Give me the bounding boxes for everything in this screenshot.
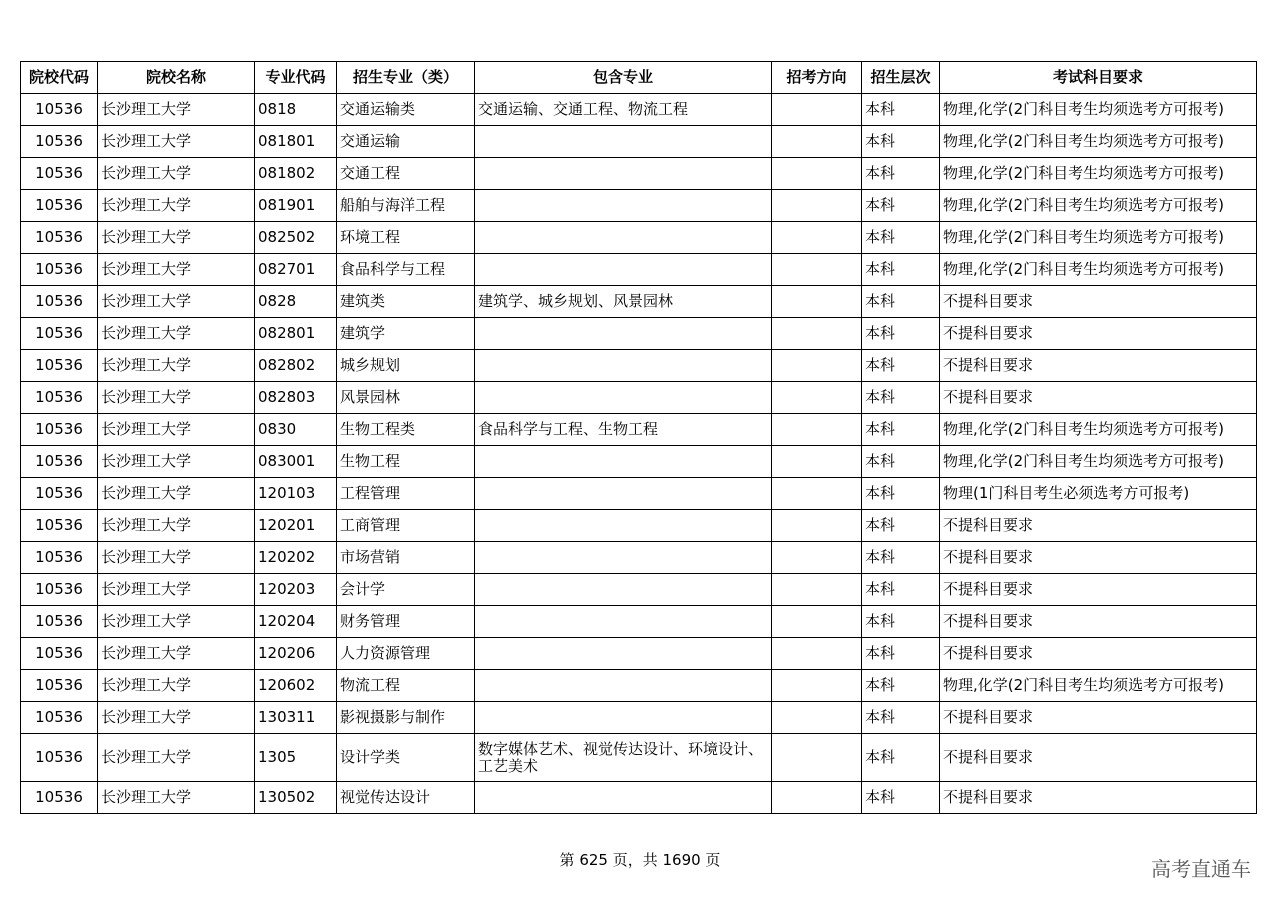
cell-direction [772,734,862,782]
cell-school-name: 长沙理工大学 [98,126,255,158]
cell-included-majors [475,510,772,542]
cell-major-code: 120202 [255,542,337,574]
cell-major-name: 交通工程 [337,158,475,190]
cell-school-name: 长沙理工大学 [98,414,255,446]
cell-major-name: 工商管理 [337,510,475,542]
table-row [21,478,1257,510]
cell-school-code: 10536 [21,510,98,542]
cell-level: 本科 [862,446,940,478]
cell-subject-requirements: 物理,化学(2门科目考生均须选考方可报考) [940,254,1257,286]
cell-school-name: 长沙理工大学 [98,638,255,670]
header-included-majors: 包含专业 [475,62,772,94]
table-row [21,606,1257,638]
table-row [21,782,1257,814]
table-row [21,734,1257,782]
cell-direction [772,574,862,606]
cell-major-name: 建筑类 [337,286,475,318]
cell-school-name: 长沙理工大学 [98,222,255,254]
header-school-name: 院校名称 [98,62,255,94]
table-row [21,254,1257,286]
cell-level: 本科 [862,190,940,222]
cell-included-majors: 数字媒体艺术、视觉传达设计、环境设计、工艺美术 [475,734,772,782]
cell-direction [772,126,862,158]
cell-level: 本科 [862,670,940,702]
cell-school-name: 长沙理工大学 [98,702,255,734]
cell-subject-requirements: 物理,化学(2门科目考生均须选考方可报考) [940,158,1257,190]
cell-major-code: 082803 [255,382,337,414]
cell-direction [772,94,862,126]
cell-level: 本科 [862,158,940,190]
cell-school-code: 10536 [21,606,98,638]
cell-level: 本科 [862,702,940,734]
cell-direction [772,350,862,382]
cell-level: 本科 [862,734,940,782]
cell-major-name: 市场营销 [337,542,475,574]
table-row [21,94,1257,126]
cell-included-majors [475,574,772,606]
cell-subject-requirements: 不提科目要求 [940,606,1257,638]
cell-major-name: 生物工程 [337,446,475,478]
cell-major-code: 130311 [255,702,337,734]
cell-major-code: 1305 [255,734,337,782]
cell-subject-requirements: 物理,化学(2门科目考生均须选考方可报考) [940,190,1257,222]
cell-level: 本科 [862,382,940,414]
cell-level: 本科 [862,542,940,574]
cell-subject-requirements: 物理,化学(2门科目考生均须选考方可报考) [940,414,1257,446]
cell-subject-requirements: 物理,化学(2门科目考生均须选考方可报考) [940,94,1257,126]
cell-school-name: 长沙理工大学 [98,606,255,638]
cell-subject-requirements: 不提科目要求 [940,510,1257,542]
cell-included-majors [475,382,772,414]
cell-school-code: 10536 [21,350,98,382]
cell-school-name: 长沙理工大学 [98,542,255,574]
cell-major-name: 交通运输 [337,126,475,158]
table-row [21,286,1257,318]
cell-major-code: 083001 [255,446,337,478]
cell-included-majors [475,638,772,670]
cell-subject-requirements: 物理,化学(2门科目考生均须选考方可报考) [940,446,1257,478]
cell-subject-requirements: 不提科目要求 [940,350,1257,382]
cell-major-code: 0818 [255,94,337,126]
cell-included-majors [475,478,772,510]
cell-school-code: 10536 [21,126,98,158]
cell-major-code: 130502 [255,782,337,814]
cell-included-majors [475,222,772,254]
cell-included-majors [475,782,772,814]
cell-school-name: 长沙理工大学 [98,478,255,510]
cell-level: 本科 [862,606,940,638]
cell-school-code: 10536 [21,414,98,446]
cell-major-name: 食品科学与工程 [337,254,475,286]
cell-subject-requirements: 物理,化学(2门科目考生均须选考方可报考) [940,126,1257,158]
cell-major-name: 工程管理 [337,478,475,510]
cell-school-name: 长沙理工大学 [98,286,255,318]
cell-school-code: 10536 [21,702,98,734]
cell-school-name: 长沙理工大学 [98,382,255,414]
cell-school-code: 10536 [21,734,98,782]
header-major: 招生专业（类） [337,62,475,94]
table-row [21,318,1257,350]
table-row [21,670,1257,702]
cell-direction [772,190,862,222]
table-header-row [21,62,1257,94]
page-number: 第 625 页，共 1690 页 [559,851,721,869]
cell-major-name: 视觉传达设计 [337,782,475,814]
cell-included-majors [475,254,772,286]
header-subject-requirements: 考试科目要求 [940,62,1257,94]
cell-major-name: 交通运输类 [337,94,475,126]
cell-direction [772,414,862,446]
cell-subject-requirements: 不提科目要求 [940,638,1257,670]
cell-major-name: 人力资源管理 [337,638,475,670]
watermark-text: 高考直通车 [1151,857,1251,881]
cell-subject-requirements: 不提科目要求 [940,542,1257,574]
cell-direction [772,542,862,574]
cell-school-code: 10536 [21,254,98,286]
cell-level: 本科 [862,286,940,318]
cell-major-name: 财务管理 [337,606,475,638]
cell-included-majors [475,670,772,702]
cell-level: 本科 [862,638,940,670]
cell-school-name: 长沙理工大学 [98,734,255,782]
cell-major-code: 120203 [255,574,337,606]
table-row [21,414,1257,446]
table-row [21,638,1257,670]
table-row [21,350,1257,382]
cell-school-name: 长沙理工大学 [98,574,255,606]
cell-subject-requirements: 不提科目要求 [940,286,1257,318]
cell-major-code: 0830 [255,414,337,446]
cell-direction [772,782,862,814]
cell-included-majors: 食品科学与工程、生物工程 [475,414,772,446]
cell-major-name: 船舶与海洋工程 [337,190,475,222]
table-row [21,222,1257,254]
table-row [21,446,1257,478]
cell-major-code: 082701 [255,254,337,286]
cell-school-code: 10536 [21,318,98,350]
cell-major-code: 0828 [255,286,337,318]
cell-direction [772,158,862,190]
cell-subject-requirements: 不提科目要求 [940,702,1257,734]
cell-school-code: 10536 [21,670,98,702]
cell-school-code: 10536 [21,382,98,414]
cell-level: 本科 [862,222,940,254]
cell-school-code: 10536 [21,446,98,478]
table-row [21,542,1257,574]
cell-included-majors [475,702,772,734]
cell-direction [772,670,862,702]
cell-major-code: 081901 [255,190,337,222]
cell-level: 本科 [862,510,940,542]
cell-direction [772,702,862,734]
cell-school-code: 10536 [21,542,98,574]
cell-subject-requirements: 物理,化学(2门科目考生均须选考方可报考) [940,222,1257,254]
table-body [21,94,1257,814]
cell-major-code: 120103 [255,478,337,510]
cell-major-code: 081802 [255,158,337,190]
cell-school-code: 10536 [21,222,98,254]
cell-school-name: 长沙理工大学 [98,94,255,126]
header-level: 招生层次 [862,62,940,94]
cell-school-code: 10536 [21,94,98,126]
cell-level: 本科 [862,126,940,158]
cell-major-name: 环境工程 [337,222,475,254]
cell-level: 本科 [862,574,940,606]
cell-level: 本科 [862,318,940,350]
cell-school-name: 长沙理工大学 [98,670,255,702]
cell-school-code: 10536 [21,574,98,606]
cell-school-code: 10536 [21,638,98,670]
cell-level: 本科 [862,414,940,446]
cell-level: 本科 [862,254,940,286]
table-row [21,702,1257,734]
cell-major-name: 影视摄影与制作 [337,702,475,734]
cell-major-code: 120204 [255,606,337,638]
cell-subject-requirements: 物理,化学(2门科目考生均须选考方可报考) [940,670,1257,702]
cell-major-name: 物流工程 [337,670,475,702]
header-major-code: 专业代码 [255,62,337,94]
cell-major-code: 082802 [255,350,337,382]
cell-direction [772,606,862,638]
table-row [21,574,1257,606]
cell-major-code: 120201 [255,510,337,542]
cell-subject-requirements: 不提科目要求 [940,782,1257,814]
admissions-table [20,61,1257,814]
cell-subject-requirements: 不提科目要求 [940,382,1257,414]
table-row [21,382,1257,414]
cell-subject-requirements: 不提科目要求 [940,574,1257,606]
cell-included-majors [475,446,772,478]
cell-included-majors: 建筑学、城乡规划、风景园林 [475,286,772,318]
cell-included-majors [475,158,772,190]
cell-school-name: 长沙理工大学 [98,318,255,350]
cell-school-name: 长沙理工大学 [98,510,255,542]
cell-school-name: 长沙理工大学 [98,190,255,222]
table-row [21,190,1257,222]
cell-level: 本科 [862,782,940,814]
cell-major-code: 081801 [255,126,337,158]
cell-major-name: 会计学 [337,574,475,606]
header-school-code: 院校代码 [21,62,98,94]
cell-major-code: 082801 [255,318,337,350]
cell-school-code: 10536 [21,478,98,510]
table-row [21,158,1257,190]
cell-included-majors [475,606,772,638]
cell-school-name: 长沙理工大学 [98,158,255,190]
cell-direction [772,222,862,254]
cell-included-majors [475,190,772,222]
cell-major-name: 设计学类 [337,734,475,782]
cell-school-code: 10536 [21,190,98,222]
cell-school-name: 长沙理工大学 [98,782,255,814]
cell-included-majors [475,542,772,574]
cell-subject-requirements: 不提科目要求 [940,318,1257,350]
cell-major-name: 风景园林 [337,382,475,414]
table-row [21,126,1257,158]
cell-school-code: 10536 [21,158,98,190]
cell-subject-requirements: 物理(1门科目考生必须选考方可报考) [940,478,1257,510]
cell-level: 本科 [862,94,940,126]
cell-school-code: 10536 [21,782,98,814]
cell-subject-requirements: 不提科目要求 [940,734,1257,782]
cell-included-majors [475,350,772,382]
cell-level: 本科 [862,350,940,382]
cell-included-majors [475,126,772,158]
cell-major-name: 建筑学 [337,318,475,350]
cell-school-name: 长沙理工大学 [98,350,255,382]
cell-school-name: 长沙理工大学 [98,254,255,286]
cell-major-code: 120602 [255,670,337,702]
cell-direction [772,478,862,510]
cell-major-name: 城乡规划 [337,350,475,382]
cell-direction [772,638,862,670]
cell-level: 本科 [862,478,940,510]
cell-direction [772,318,862,350]
cell-direction [772,286,862,318]
cell-major-name: 生物工程类 [337,414,475,446]
cell-major-code: 120206 [255,638,337,670]
table-row [21,510,1257,542]
cell-major-code: 082502 [255,222,337,254]
cell-direction [772,510,862,542]
cell-included-majors [475,318,772,350]
cell-direction [772,382,862,414]
cell-school-name: 长沙理工大学 [98,446,255,478]
cell-direction [772,446,862,478]
cell-included-majors: 交通运输、交通工程、物流工程 [475,94,772,126]
cell-direction [772,254,862,286]
cell-school-code: 10536 [21,286,98,318]
header-direction: 招考方向 [772,62,862,94]
